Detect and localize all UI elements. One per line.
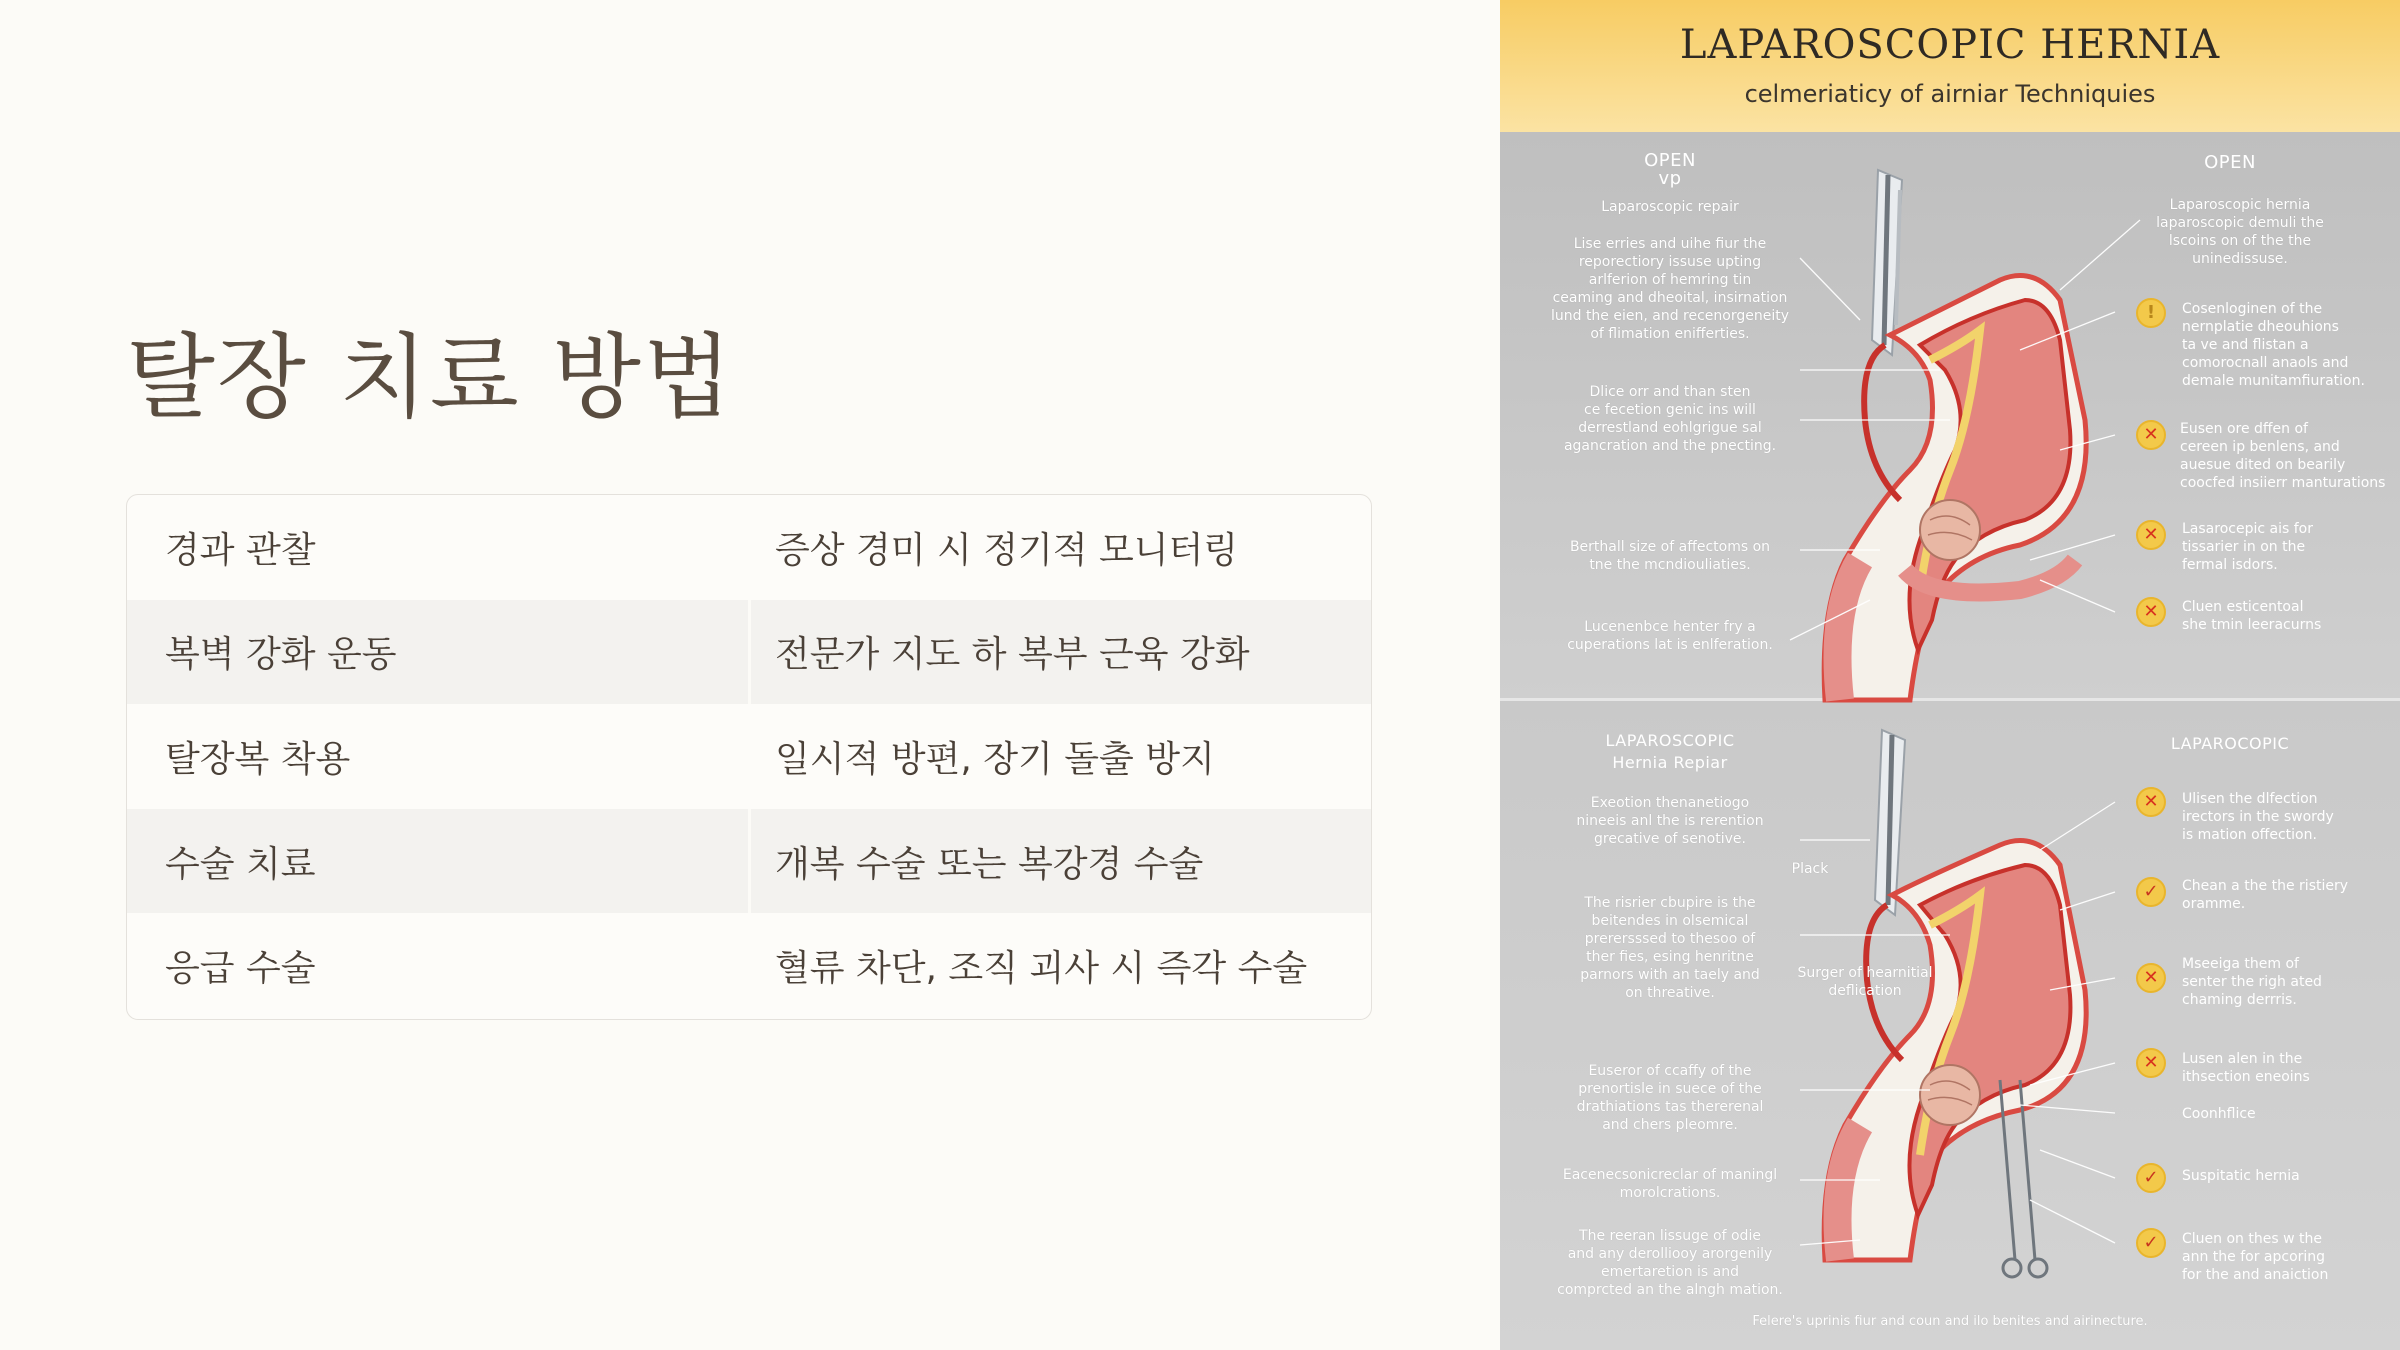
bottom-right-note: Ulisen the dlfection irectors in the swordy is mation offection. (2182, 791, 2334, 843)
top-left-note: Berthall size of affectoms on tne the mcndiouliaties. (1569, 539, 1771, 573)
table-row (127, 809, 1371, 914)
bottom-right-note: Mseeiga them of senter the righ ated chaming derrris. (2182, 956, 2322, 1008)
table-row (127, 704, 1371, 809)
bottom-left-heading: LAPAROSCOPIC Hernia Repiar (1605, 731, 1735, 772)
treatment-table (126, 494, 1372, 1020)
bottom-left-note: The reeran lissuge of odie and any derolliooy arorgenily emertaretion is and comprcted an the alngh mation. (1557, 1228, 1783, 1298)
bottom-center-note: Plack (1791, 861, 1829, 877)
top-right-note: Laparoscopic hernia laparoscopic demuli the lscoins on of the the uninedissuse. (2156, 197, 2324, 267)
top-left-note: Dlice orr and than sten ce fecetion genic ins will derrestland eohlgrigue sal agancration and the pnecting. (1563, 384, 1777, 454)
table-row (127, 913, 1371, 1018)
bottom-left-note: Exeotion thenanetiogo nineeis anl the is rerention grecative of senotive. (1576, 795, 1764, 847)
treatment-description: 혈류 차단, 조직 괴사 시 즉각 수술 (775, 948, 1308, 990)
x-icon: ✕ (2136, 963, 2166, 993)
top-left-heading: OPEN vp (1644, 150, 1696, 189)
top-right-note: Eusen ore dffen of cereen ip benlens, and auesue dited on bearily coocfed insiierr manturations (2180, 421, 2386, 491)
bottom-anatomy (1824, 730, 2086, 1277)
hernia-illustration (1500, 0, 2400, 1350)
top-left-subheading: Laparoscopic repair (1601, 199, 1739, 215)
treatment-description: 전문가 지도 하 복부 근육 강화 (775, 634, 1250, 676)
bottom-right-note: Cluen on thes w the ann the for apcoring for the and anaiction (2182, 1231, 2329, 1283)
check-icon: ✓ (2136, 1163, 2166, 1193)
x-icon: ✕ (2136, 787, 2166, 817)
illustration-title: LAPAROSCOPIC HERNIA (1679, 22, 2221, 68)
bottom-right-note: Suspitatic hernia (2182, 1168, 2300, 1184)
table-row (127, 600, 1371, 705)
bottom-left-note: Eacenecsonicreclar of maningl morolcrations. (1562, 1167, 1778, 1201)
bottom-right-note: Lusen alen in the ithsection eneoins (2182, 1051, 2310, 1085)
bottom-right-note: Coonhflice (2182, 1106, 2256, 1122)
bottom-center-note: Surger of hearnitial deflication (1797, 965, 1933, 999)
x-icon: ✕ (2136, 1048, 2166, 1078)
treatment-label: 복벽 강화 운동 (127, 600, 751, 705)
top-left-note: Lucenenbce henter fry a cuperations lat is enlferation. (1567, 619, 1773, 653)
bottom-left-note: Euseror of ccaffy of the prenortisle in suece of the drathiations tas thererenal and chers pleomre. (1576, 1063, 1764, 1133)
illustration-footer: Felere's uprinis fiur and coun and ilo benites and airinecture. (1752, 1314, 2148, 1329)
bottom-right-note: Chean a the the ristiery oramme. (2182, 878, 2349, 912)
treatment-description: 개복 수술 또는 복강경 수술 (775, 843, 1204, 885)
check-icon: ✓ (2136, 1228, 2166, 1258)
check-icon: ✓ (2136, 877, 2166, 907)
treatment-label: 경과 관찰 (165, 529, 316, 571)
treatment-description: 증상 경미 시 정기적 모니터링 (775, 529, 1239, 571)
x-icon: ✕ (2136, 420, 2166, 450)
top-right-note: Cluen esticentoal she tmin leeracurns (2182, 599, 2322, 633)
treatment-label: 수술 치료 (127, 809, 751, 914)
top-right-note: Lasarocepic ais for tissarier in on the fermal isdors. (2182, 521, 2313, 573)
table-row (127, 495, 1371, 600)
top-right-heading: OPEN (2204, 152, 2256, 173)
treatment-description: 일시적 방편, 장기 돌출 방지 (775, 738, 1215, 780)
top-left-note: Lise erries and uihe fiur the reporectiory issuse upting arlferion of hemring tin ceaming and dheoital, insirnation lund the eien, and recenorgeneity of flimation enifferties. (1550, 236, 1790, 342)
page-title: 탈장 치료 방법 (126, 324, 734, 431)
bottom-left-note: The risrier cbupire is the beitendes in olsemical prerersssed to thesoo of ther fies, esing henritne parnors with an taely and on threative. (1580, 895, 1760, 1001)
top-right-note: Cosenloginen of the nernplatie dheouhions ta ve and flistan a comorocnall anaols and demale munitamfiuration. (2182, 301, 2365, 389)
top-anatomy (1824, 170, 2086, 700)
illustration-subtitle: celmeriaticy of airniar Techniquies (1744, 80, 2156, 108)
info-icon: ! (2136, 298, 2166, 328)
treatment-label: 응급 수술 (165, 948, 316, 990)
treatment-label: 탈장복 착용 (165, 738, 351, 780)
x-icon: ✕ (2136, 597, 2166, 627)
x-icon: ✕ (2136, 520, 2166, 550)
bottom-right-heading: LAPAROCOPIC (2170, 734, 2290, 753)
